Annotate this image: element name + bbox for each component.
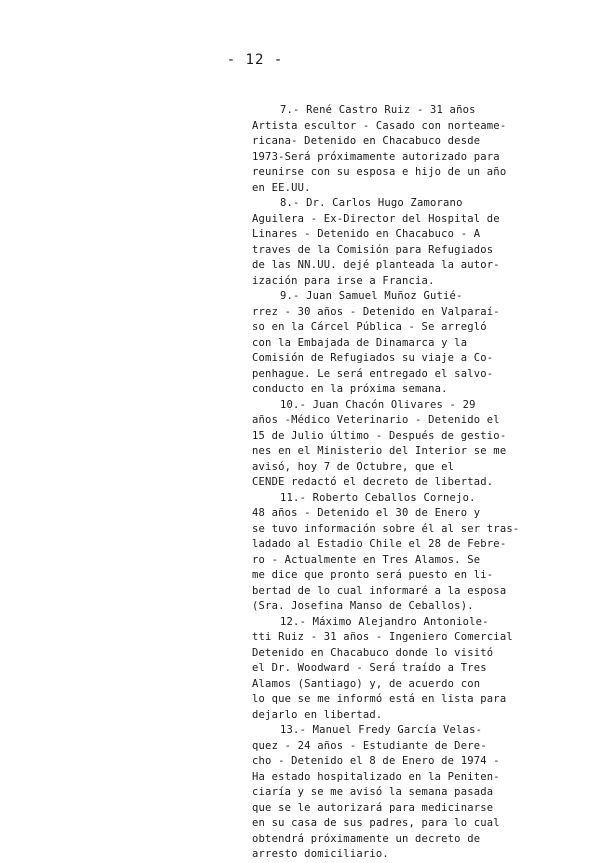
paragraph-13-line: en su casa de sus padres, para lo cual [252, 817, 500, 829]
paragraph-12-line: 12.- Máximo Alejandro Antoniole- [280, 615, 489, 628]
paragraph-9-line: con la Embajada de Dinamarca y la [252, 336, 468, 349]
paragraph-7-line: ricana- Detenido en Chacabuco desde [252, 135, 481, 147]
paragraph-11-line: me dice que pronto será puesto en li- [252, 569, 494, 581]
paragraph-12-line: tti Ruiz - 31 años - Ingeniero Comercial [252, 631, 513, 643]
paragraph-10-line: 10.- Juan Chacón Olivares - 29 [280, 398, 476, 411]
paragraph-13-line: 13.- Manuel Fredy García Velas- [280, 724, 483, 736]
paragraph-13-line: que se le autorizará para medicinarse [252, 801, 494, 814]
paragraph-8-line: traves de la Comisión para Refugiados [252, 243, 494, 256]
paragraph-11-line: (Sra. Josefina Manso de Ceballos). [252, 600, 474, 612]
paragraph-12-line: Detenido en Chacabuco donde lo visitó [252, 646, 494, 659]
paragraph-7-line: reunirse con su esposa e hijo de un año [252, 166, 507, 178]
paragraph-13-line: Ha estado hospitalizado en la Peniten- [252, 770, 500, 783]
document-body [252, 103, 520, 863]
paragraph-13-line: ciaría y se me avisó la semana pasada [252, 786, 494, 798]
paragraph-10-line: nes en el Ministerio del Interior se me [252, 445, 507, 457]
paragraph-8-line: Linares - Detenido en Chacabuco - A [252, 228, 481, 240]
paragraph-11-line: bertad de lo cual informaré a la esposa [252, 584, 507, 597]
paragraph-8-line: de las NN.UU. dejé planteada la autor- [252, 259, 500, 271]
paragraph-7-line: Artista escultor - Casado con norteame- [252, 119, 507, 132]
paragraph-10-line: avisó, hoy 7 de Octubre, que el [252, 460, 455, 473]
paragraph-12-line: lo que se me informó está en lista para [252, 693, 507, 705]
paragraph-8-line: ización para irse a Francia. [252, 274, 435, 287]
paragraph-12-line: Alamos (Santiago) y, de acuerdo con [252, 677, 481, 690]
paragraph-11-line: se tuvo información sobre él al ser tras- [252, 522, 520, 535]
paragraph-9-line: penhague. Le será entregado el salvo- [252, 367, 494, 380]
paragraph-10-line: años -Médico Veterinario - Detenido el [252, 414, 500, 426]
paragraph-9-line: 9.- Juan Samuel Muñoz Gutié- [280, 290, 463, 302]
paragraph-11-line: ladado al Estadio Chile el 28 de Febre- [252, 538, 507, 550]
paragraph-13-line: arresto domiciliario. [252, 848, 389, 860]
paragraph-13-line: quez - 24 años - Estudiante de Dere- [252, 739, 487, 752]
paragraph-10-line: CENDE redactó el decreto de libertad. [252, 476, 494, 488]
paragraph-9-line: Comisión de Refugiados su viaje a Co- [252, 352, 494, 364]
paragraph-9-line: rrez - 30 años - Detenido en Valparaí- [252, 305, 500, 318]
paragraph-12-line: el Dr. Woodward - Será traído a Tres [252, 662, 487, 674]
page-number: - 12 - [226, 52, 284, 68]
paragraph-9-line: conducto en la próxima semana. [252, 383, 448, 395]
paragraph-13-line: cho - Detenido el 8 de Enero de 1974 - [252, 755, 500, 767]
paragraph-8-line: Aguilera - Ex-Director del Hospital de [252, 212, 500, 225]
paragraph-11-line: 11.- Roberto Ceballos Cornejo. [280, 491, 476, 504]
paragraph-8-line: 8.- Dr. Carlos Hugo Zamorano [280, 197, 463, 209]
paragraph-10-line: 15 de Julio último - Después de gestio- [252, 429, 507, 442]
paragraph-13-line: obtendrá próximamente un decreto de [252, 832, 481, 845]
paragraph-11-line: ro - Actualmente en Tres Alamos. Se [252, 553, 481, 566]
paragraph-12-line: dejarlo en libertad. [252, 708, 383, 721]
paragraph-7-line: 7.- René Castro Ruiz - 31 años [280, 104, 476, 116]
paragraph-7-line: 1973-Será próximamente autorizado para [252, 150, 500, 163]
paragraph-7-line: en EE.UU. [252, 181, 311, 194]
paragraph-11-line: 48 años - Detenido el 30 de Enero y [252, 507, 481, 519]
paragraph-9-line: so en la Cárcel Pública - Se arregló [252, 321, 487, 333]
